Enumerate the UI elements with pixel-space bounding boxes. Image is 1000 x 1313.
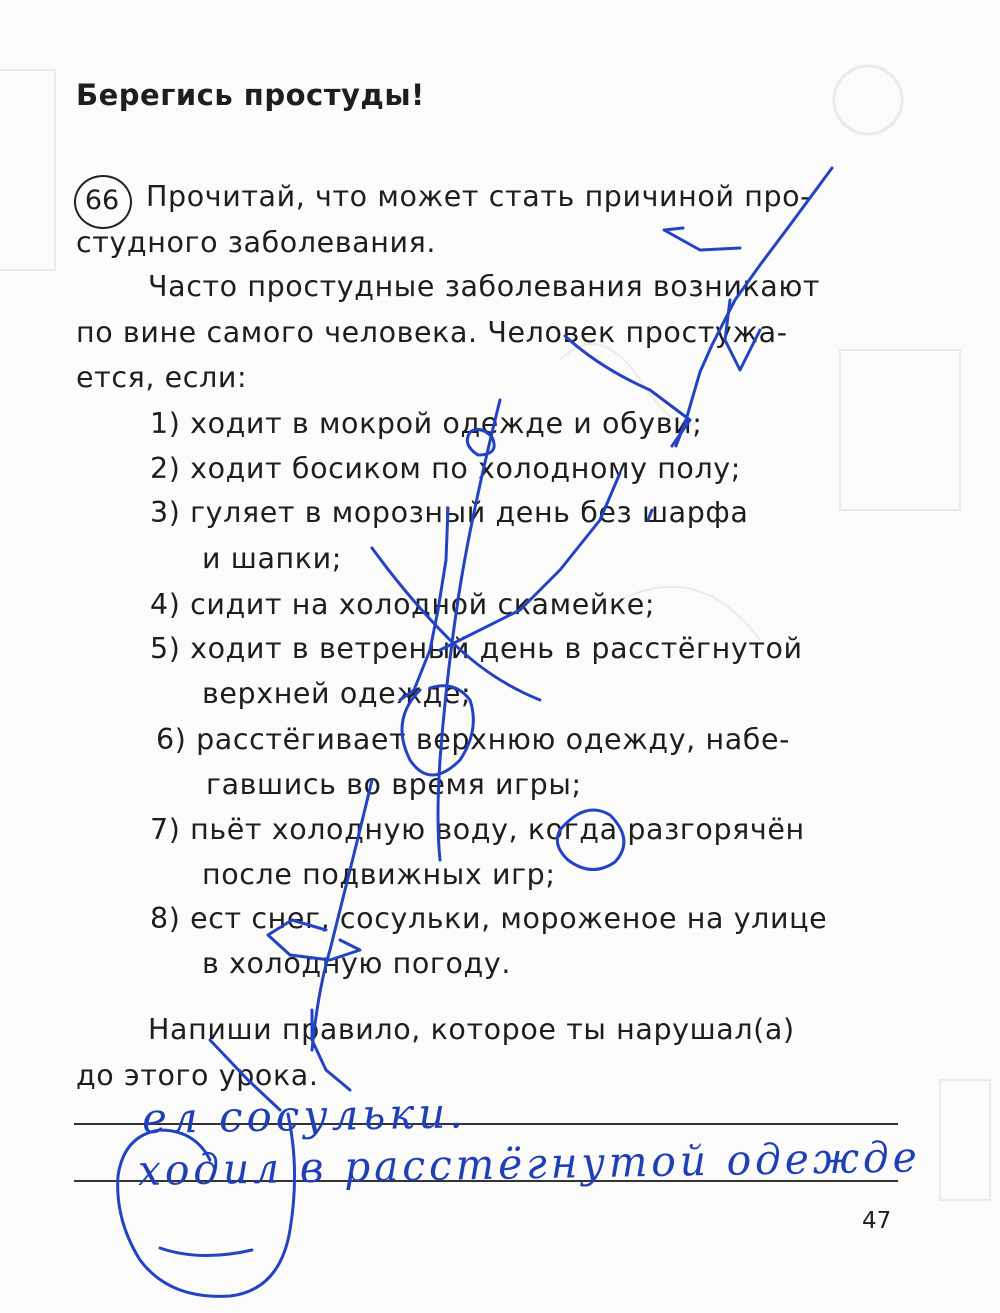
section-heading: Берегись простуды! <box>76 78 425 112</box>
page-number: 47 <box>862 1208 892 1234</box>
task-line: студного заболевания. <box>76 226 436 259</box>
handwritten-answer: ходил в расстёгнутой одежде <box>137 1132 922 1195</box>
list-item: 7) пьёт холодную воду, когда разгорячён <box>150 813 805 846</box>
question-line: до этого урока. <box>76 1059 319 1092</box>
text-line: Часто простудные заболевания возникают <box>148 270 821 303</box>
list-item-continuation: верхней одежде; <box>202 677 472 710</box>
list-item-continuation: после подвижных игр; <box>202 858 556 891</box>
list-item: 4) сидит на холодной скамейке; <box>150 588 656 621</box>
list-item: 5) ходит в ветреный день в расстёгнутой <box>150 632 803 665</box>
list-item: 8) ест снег, сосульки, мороженое на улице <box>150 902 828 935</box>
exercise-number: 66 <box>84 185 120 216</box>
text-line: ется, если: <box>76 361 248 394</box>
handwritten-answer: ел сосульки. <box>141 1088 468 1143</box>
list-item: 1) ходит в мокрой одежде и обуви; <box>150 407 703 440</box>
task-line: Прочитай, что может стать причиной про- <box>146 180 812 213</box>
list-item-continuation: гавшись во время игры; <box>206 768 582 801</box>
text-line: по вине самого человека. Человек простужа- <box>76 316 788 349</box>
list-item-continuation: и шапки; <box>202 542 342 575</box>
question-line: Напиши правило, которое ты нарушал(а) <box>148 1013 795 1046</box>
list-item: 2) ходит босиком по холодному полу; <box>150 452 741 485</box>
list-item: 3) гуляет в морозный день без шарфа <box>150 496 749 529</box>
list-item-continuation: в холодную погоду. <box>202 947 511 980</box>
list-item: 6) расстёгивает верхнюю одежду, набе- <box>156 723 790 756</box>
